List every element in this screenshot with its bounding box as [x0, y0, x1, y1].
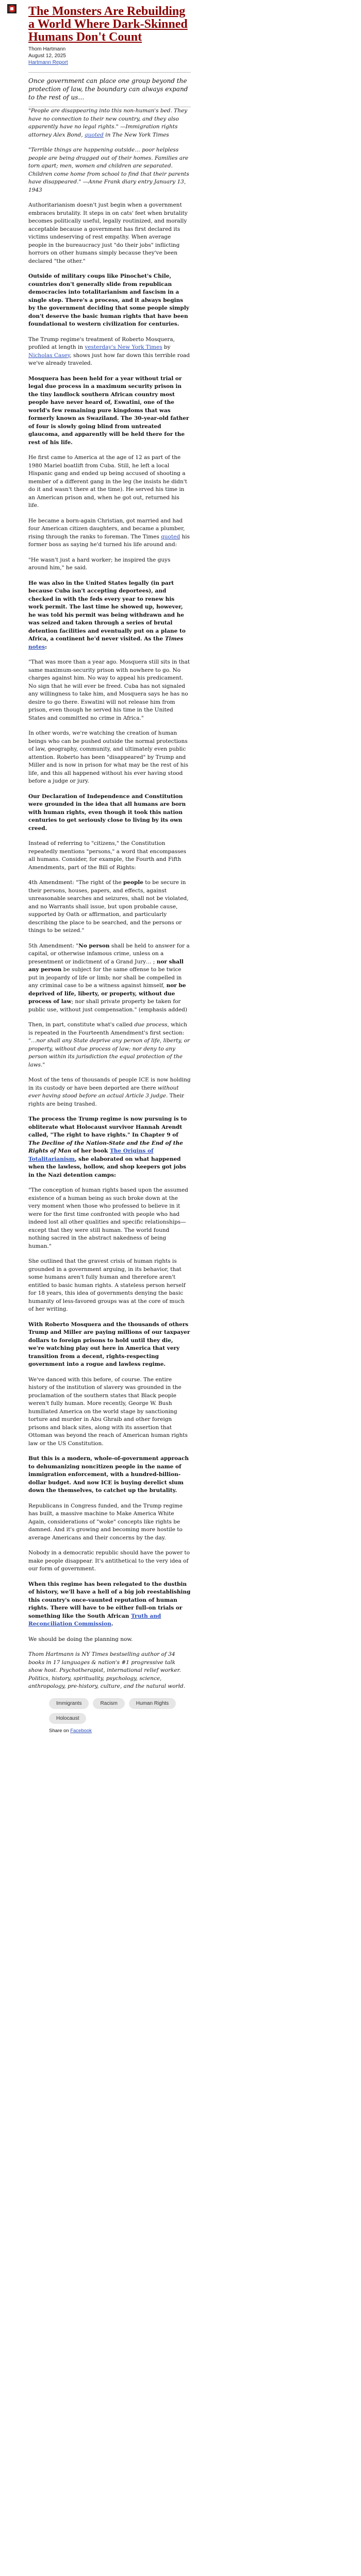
article-paragraph [28, 454, 191, 510]
paragraph-text: Republicans in Congress funded, and the Trump regime has built, a massive machine to Make America White Again, considerations of "woke" concepts like rights be damned. And it's growing and becoming more hostile to average Americans and their concerns by the day. [28, 1502, 183, 1541]
article-paragraph [28, 730, 191, 786]
article-paragraph [28, 1187, 191, 1250]
tag-pill[interactable]: Racism [93, 1698, 124, 1709]
paragraph-text: "People are disappearing into this non-human's bed. They have no connection to their new country, and they also apparently have no legal rights." —Immigration rights attorney Alex Bond, [28, 108, 188, 138]
tag-pill[interactable]: Holocaust [49, 1713, 86, 1724]
article-paragraph [28, 1455, 191, 1495]
article-paragraph [28, 146, 191, 194]
paragraph-text: "He wasn't just a hard worker; he inspired the guys around him," he said. [28, 556, 171, 571]
article-paragraph [28, 1021, 191, 1069]
inline-link[interactable]: Truth and Reconciliation Commission [28, 1613, 161, 1627]
paragraph-text: in The New York Times [103, 131, 169, 138]
article-paragraph [28, 1549, 191, 1573]
article-paragraph [28, 375, 191, 447]
article-title[interactable]: The Monsters Are Rebuilding a World Where Dark-Skinned Humans Don't Count [28, 5, 188, 44]
paragraph-text: No person [78, 942, 110, 949]
paragraph-text: He was also in the United States legally (in part because Cuba isn't accepting deportees), and checked in with the feds every year to renew his work permit. The last time he showed up, however, he was told his permit was being withdrawn and he was seized and taken through a series of brutal detention facilities and eventually put on a plane to Africa, a continent he'd never visited. As the [28, 580, 186, 642]
paragraph-text: his former boss as saying he'd turned his life around and: [28, 533, 190, 548]
share-prefix: Share on [49, 1727, 69, 1734]
paragraph-text: When this regime has been relegated to the dustbin of history, we'll have a hell of a big job reestablishing this country's once-vaunted reputation of human rights. There will have to be either full-on trials or something like the South African [28, 1581, 191, 1619]
paragraph-text: . Their rights are being trashed. [28, 1093, 185, 1107]
paragraph-text: people [123, 879, 143, 886]
paragraph-text: Most of the tens of thousands of people ICE is now holding in its custody or have been deported are there [28, 1077, 191, 1091]
paragraph-text: He first came to America at the age of 12 as part of the 1980 Mariel boatlift from Cuba. Still, he left a local Hispanic gang and ended up being accused of shooting a member of a different gang in the leg (he insists he didn't do it and wasn't there at the time). He served his time in an American prison and, when he got out, returned his life. [28, 454, 187, 509]
paragraph-text: With Roberto Mosquera and the thousands of others Trump and Miller are paying millions of our taxpayer dollars to foreign prisons to hold until they die, we're watching play out here in America that very transition from a decent, rights-respecting government into a rogue and lawless regime. [28, 1321, 190, 1367]
article-paragraph [28, 556, 191, 572]
article-paragraph [28, 658, 191, 722]
paragraph-text: Mosquera has been held for a year without trial or legal due process in a maximum security prison in the tiny landlock southern African country most people have never heard of, Eswatini, one of the world's few remaining pure kingdoms that was formerly known as Swaziland. The 30-year-old father of four is slowly going blind from untreated glaucoma, and apparently will be held there for the rest of his life. [28, 375, 189, 446]
article [28, 5, 191, 1734]
paragraph-text: Thom Hartmann is NY Times bestselling author of 34 books in 17 languages & nation's #1 progressive talk show host. Psychotherapist, international relief worker. Politics, history, spirituality, psychology, science, anthropology, pre-history, culture, and the natural world. [28, 1651, 186, 1689]
paragraph-text: due process [134, 1022, 168, 1028]
paragraph-text: without ever having stood before an actual Article 3 judge [28, 1084, 179, 1099]
paragraph-text: The Decline of the Nation-State and the End of the Rights of Man [28, 1140, 183, 1154]
paragraph-text: We should be doing the planning now. [28, 1636, 133, 1642]
paragraph-text: of her book [71, 1148, 110, 1154]
author-name: Thom Hartmann [28, 46, 66, 52]
paragraph-text: He became a born-again Christian, got married and had four American citizen daughters, and became a plumber, rising through the ranks to foreman. The Times [28, 517, 185, 540]
paragraph-text: But this is a modern, whole-of-government approach to dehumanizing noncitizen people in the name of immigration enforcement, with a hundred-billion-dollar budget. And now ICE is buying derelict slum down the themselves, to catchet up the brutality. [28, 1455, 189, 1494]
inline-link[interactable]: yesterday's New York Times [85, 344, 162, 350]
article-paragraph [28, 879, 191, 935]
inline-link[interactable]: The Origins of Totalitarianism [28, 1148, 154, 1162]
tag-list [49, 1698, 183, 1724]
article-paragraph [28, 1076, 191, 1108]
article-paragraph [28, 107, 191, 139]
paragraph-text: Our Declaration of Independence and Constitution were grounded in the idea that all humans are born with human rights, even though it took this nation centuries to get seriously close to living by its own creed. [28, 793, 186, 832]
article-body [28, 107, 191, 1691]
paragraph-text: Instead of referring to "citizens," the Constitution repeatedly mentions "persons," a word that encompasses all humans. Consider, for example, the Fourth and Fifth Amendments, part of the Bill of Rights: [28, 840, 186, 871]
paragraph-text: 4th Amendment: "The right of the [28, 879, 123, 886]
article-paragraph [28, 517, 191, 549]
article-paragraph [28, 840, 191, 872]
paragraph-text: shall be held to answer for a capital, or otherwise infamous crime, unless on a presentment or indictment of a Grand Jury… ; [28, 942, 190, 965]
paragraph-text: 5th Amendment: " [28, 942, 79, 949]
paragraph-text: The process the Trump regime is now pursuing is to obliterate what Holocaust survivor Hannah Arendt called, "The right to have rights." In Chapter 9 of [28, 1116, 187, 1138]
article-paragraph [28, 1636, 191, 1644]
paragraph-text: Times [165, 636, 184, 642]
paragraph-text: Authoritarianism doesn't just begin when a government embraces brutality. It steps in on cats' feet when brutality becomes politically useful, legally routinized, and morally acceptable because a government has first declared its victims undeserving of rest empathy. When average people in the bureaucracy just "do their jobs" inflicting horrors on other humans simply because they've been declared "the other." [28, 202, 188, 264]
publish-date: August 12, 2025 [28, 53, 66, 59]
paragraph-text: Then, in part, constitute what's called [28, 1022, 135, 1028]
paragraph-text: " [42, 1061, 45, 1068]
article-paragraph [28, 273, 191, 329]
tag-pill[interactable]: Immigrants [49, 1698, 89, 1709]
paragraph-text: "Terrible things are happening outside… poor helpless people are being dragged out of their homes. Families are torn apart; men, women and children are separated. Children come home from school to find that their parents have disappeared." —Anne Frank diary entry January 13, 1943 [28, 147, 189, 193]
article-paragraph [28, 1115, 191, 1179]
paragraph-text: Nobody in a democratic republic should have the power to make people disappear. It's antithetical to the very idea of our form of government. [28, 1550, 190, 1572]
article-paragraph [28, 1376, 191, 1448]
paragraph-text: , shows just how far down this terrible road we've already traveled. [28, 352, 190, 366]
paragraph-text: : [45, 643, 47, 650]
site-logo [7, 4, 17, 13]
inline-link[interactable]: notes [28, 643, 45, 650]
inline-link[interactable]: Nicholas Casey [28, 352, 70, 359]
paragraph-text: by [162, 344, 171, 350]
article-paragraph [28, 1321, 191, 1369]
paragraph-text: be subject for the same offense to be twice put in jeopardy of life or limb; nor shall be compelled in any criminal case to be a witness against himself, [28, 967, 182, 989]
paragraph-text: ; nor shall private property be taken for public use, without just compensation." (emphasis added) [28, 998, 188, 1013]
article-paragraph [28, 942, 191, 1014]
article-paragraph [28, 1502, 191, 1543]
paragraph-text: She outlined that the gravest crisis of human rights is grounded in a government arguing, in its behavior, that some humans aren't fully human and therefore aren't entitled to basic human rights. A stateless person herself for 18 years, this idea of governments denying the basic humanity of less-favored groups was at the core of much of her writing. [28, 1258, 186, 1312]
share-facebook-link[interactable]: Facebook [70, 1727, 92, 1734]
article-paragraph [28, 580, 191, 652]
paragraph-text: nor shall any person [28, 958, 184, 973]
tag-pill[interactable]: Human Rights [129, 1698, 176, 1709]
paragraph-text: to be secure in their persons, houses, papers, and effects, against unreasonable searches and seizures, shall not be violated, and no Warrants shall issue, but upon probable cause, supported by Oath or affirmation, and particularly describing the place to be searched, and the persons or things to be seized." [28, 879, 189, 934]
paragraph-text: "The conception of human rights based upon the assumed existence of a human being as such broke down at the very moment when those who professed to believe in it were for the first time confronted with people who had indeed lost all other qualities and specific relationships—except that they were still human. The world found nothing sacred in the abstract nakedness of being human." [28, 1187, 188, 1249]
article-paragraph [28, 1651, 191, 1691]
article-paragraph [28, 793, 191, 833]
article-paragraph [28, 201, 191, 265]
article-paragraph [28, 1581, 191, 1629]
paragraph-text: , which is repeated in the Fourteenth Amendment's first section: " [28, 1022, 187, 1044]
source-link[interactable]: Hartmann Report [28, 60, 68, 65]
paragraph-text: . [111, 1621, 113, 1627]
paragraph-text: …nor shall any State deprive any person of life, liberty, or property, without due process of law; nor deny to any person within its jurisdiction the equal protection of the laws. [28, 1038, 190, 1068]
inline-link[interactable]: quoted [161, 533, 180, 540]
article-meta [28, 46, 191, 66]
paragraph-text: In other words, we're watching the creation of human beings who can be pushed outside the normal protections of law, geography, community, and ultimately even public attention. Roberto has been "disappeared" by Trump and Miller and is now in prison for what may be the rest of his life, and this all happened without his ever having stood before a judge or jury. [28, 730, 188, 784]
paragraph-text: "That was more than a year ago. Mosquera still sits in that same maximum-security prison with nowhere to go. No charges against him. No way to appeal his predicament. No sign that he will ever be freed. Cuba has not signaled any willingness to take him, and Mosquera says he has no desire to go there. Eswatini will not release him from prison, even though he served his time in the United States and committed no crime in Africa." [28, 659, 190, 721]
paragraph-text: The Trump regime's treatment of Roberto Mosquera, profiled at length in [28, 336, 175, 350]
article-paragraph [28, 336, 191, 368]
share-row [49, 1728, 191, 1734]
paragraph-text: We've danced with this before, of course. The entire history of the institution of slavery was grounded in the proclamation of the southern states that Black people weren't fully human. More recently, George W. Bush humiliated America on the world stage by sanctioning torture and murder in Abu Ghraib and other foreign prisons and black sites, along with its assertion that Ottoman was beyond the reach of American human rights law or the US Constitution. [28, 1376, 188, 1447]
paragraph-text: , she elaborated on what happened when the lawless, hollow, and shop keepers got jobs in the Nazi detention camps: [28, 1156, 186, 1178]
article-lede: Once government can place one group beyond the protection of law, the boundary can always expand to the rest of us… [28, 72, 191, 107]
paragraph-text: nor be deprived of life, liberty, or property, without due process of law [28, 982, 186, 1005]
inline-link[interactable]: quoted [84, 131, 104, 138]
paragraph-text: Outside of military coups like Pinochet's Chile, countries don't generally slide from republican democracies into totalitarianism and fascism in a single step. There's a process, and it always begins by the government deciding that some people simply don't deserve the basic human rights that have been foundational to western civilization for centuries. [28, 273, 189, 327]
article-paragraph [28, 1258, 191, 1314]
